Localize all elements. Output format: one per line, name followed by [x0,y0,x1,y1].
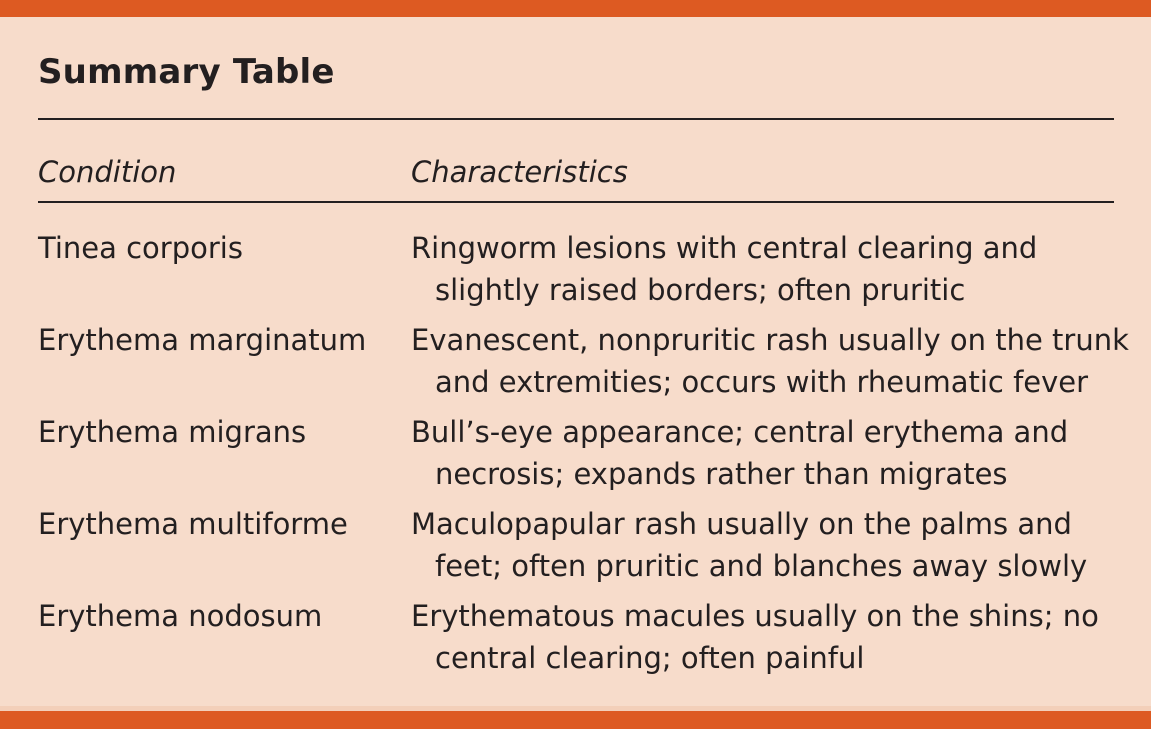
table-row [0,411,1151,503]
table-row [0,503,1151,595]
characteristics-line: central clearing; often painful [435,641,865,675]
characteristics-cell [411,503,1121,587]
characteristics-line: Maculopapular rash usually on the palms and [411,507,1072,541]
condition-cell: Tinea corporis [38,231,243,265]
table-row [0,319,1151,411]
condition-cell: Erythema migrans [38,415,307,449]
characteristics-cell [411,411,1121,495]
header-divider [38,201,1114,203]
characteristics-line: feet; often pruritic and blanches away slowly [435,549,1088,583]
characteristics-line: Erythematous macules usually on the shins; no [411,599,1099,633]
characteristics-cell [411,595,1121,679]
characteristics-line: slightly raised borders; often pruritic [435,273,966,307]
condition-cell: Erythema multiforme [38,507,348,541]
bottom-accent-bar [0,711,1151,729]
characteristics-line: Bull’s-eye appearance; central erythema and [411,415,1069,449]
table-row [0,227,1151,319]
condition-cell: Erythema nodosum [38,599,323,633]
characteristics-line: necrosis; expands rather than migrates [435,457,1008,491]
condition-cell: Erythema marginatum [38,323,367,357]
title-divider [38,118,1114,120]
top-accent-bar [0,0,1151,17]
table-title: Summary Table [38,52,335,92]
column-header-characteristics: Characteristics [411,155,628,189]
characteristics-line: and extremities; occurs with rheumatic fever [435,365,1089,399]
characteristics-cell [411,227,1121,311]
characteristics-cell [411,319,1129,403]
characteristics-line: Ringworm lesions with central clearing and [411,231,1038,265]
characteristics-line: Evanescent, nonpruritic rash usually on the trunk [411,323,1129,357]
table-row [0,595,1151,687]
column-header-condition: Condition [38,155,177,189]
